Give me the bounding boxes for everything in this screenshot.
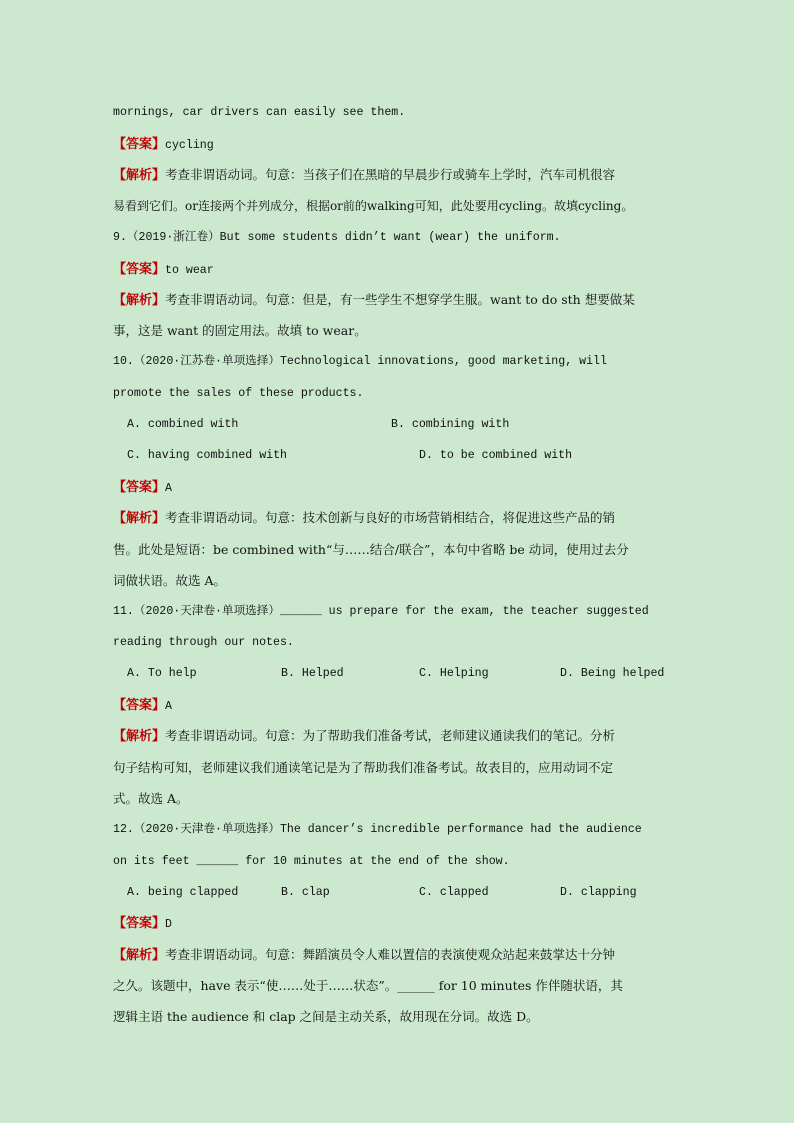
analysis-label: 【解析】 [113, 729, 166, 744]
analysis-text: 考查非谓语动词。句意：为了帮助我们准备考试，老师建议通读我们的笔记。分析 [165, 728, 616, 743]
option-b: B. clap [281, 886, 330, 899]
analysis-text: 考查非谓语动词。句意：当孩子们在黑暗的早晨步行或骑车上学时，汽车司机很容 [165, 167, 616, 182]
question-10: 10.（2020·江苏卷·单项选择）Technological innovations, good marketing, will [113, 355, 607, 368]
analysis-label: 【解析】 [113, 293, 166, 308]
answer-text: A [165, 482, 172, 495]
text-line: 词做状语。故选 A。 [113, 573, 227, 588]
option-a: A. being clapped [127, 886, 239, 899]
option-b: B. combining with [391, 418, 510, 431]
text-line: 逻辑主语 the audience 和 clap 之间是主动关系，故用现在分词。故选 D。 [113, 1009, 539, 1024]
answer-text: D [165, 918, 172, 931]
option-c: C. having combined with [127, 449, 288, 462]
option-d: D. clapping [560, 886, 637, 899]
text-line: 事，这是 want 的固定用法。故填 to wear。 [113, 323, 367, 338]
answer-label: 【答案】 [113, 480, 166, 495]
question-12-cont: on its feet ______ for 10 minutes at the end of the show. [113, 855, 510, 868]
option-d: D. Being helped [560, 667, 665, 680]
text-line: 式。故选 A。 [113, 791, 189, 806]
answer-text: A [165, 700, 172, 713]
answer-text: cycling [165, 139, 214, 152]
analysis-label: 【解析】 [113, 168, 166, 183]
answer-line [113, 136, 214, 154]
analysis-line [113, 728, 615, 745]
option-d: D. to be combined with [419, 449, 573, 462]
text-line: 之久。该题中，have 表示“使……处于……状态”。______ for 10 minutes 作伴随状语，其 [113, 978, 623, 993]
answer-line [113, 697, 172, 715]
analysis-line [113, 947, 615, 964]
question-11: 11.（2020·天津卷·单项选择）______ us prepare for the exam, the teacher suggested [113, 605, 649, 618]
answer-label: 【答案】 [113, 262, 166, 277]
answer-label: 【答案】 [113, 916, 166, 931]
answer-line [113, 261, 214, 279]
option-a: A. combined with [127, 418, 239, 431]
text-line: mornings, car drivers can easily see them. [113, 106, 406, 119]
analysis-text: 考查非谓语动词。句意：技术创新与良好的市场营销相结合，将促进这些产品的销 [165, 510, 616, 525]
analysis-line [113, 510, 615, 527]
question-11-cont: reading through our notes. [113, 636, 294, 649]
text-line: 易看到它们。or连接两个并列成分，根据or前的walking可知，此处要用cycling。故填cycling。 [113, 199, 634, 213]
question-9: 9.（2019·浙江卷）But some students didn’t want (wear) the uniform. [113, 231, 561, 244]
option-b: B. Helped [281, 667, 344, 680]
text-line: 句子结构可知，老师建议我们通读笔记是为了帮助我们准备考试。故表目的，应用动词不定 [113, 760, 614, 775]
option-c: C. clapped [419, 886, 489, 899]
answer-line [113, 915, 172, 933]
analysis-label: 【解析】 [113, 511, 166, 526]
answer-line [113, 479, 172, 497]
analysis-line [113, 167, 615, 184]
question-10-cont: promote the sales of these products. [113, 387, 364, 400]
question-12: 12.（2020·天津卷·单项选择）The dancer’s incredible performance had the audience [113, 823, 642, 836]
option-c: C. Helping [419, 667, 489, 680]
analysis-text: 考查非谓语动词。句意：但是，有一些学生不想穿学生服。want to do sth 想要做某 [165, 292, 635, 307]
option-a: A. To help [127, 667, 197, 680]
answer-text: to wear [165, 264, 214, 277]
answer-label: 【答案】 [113, 698, 166, 713]
text-line: 售。此处是短语：be combined with“与……结合/联合”，本句中省略 be 动词，使用过去分 [113, 542, 629, 557]
analysis-label: 【解析】 [113, 948, 166, 963]
analysis-text: 考查非谓语动词。句意：舞蹈演员令人难以置信的表演使观众站起来鼓掌达十分钟 [165, 947, 616, 962]
analysis-line [113, 292, 635, 309]
answer-label: 【答案】 [113, 137, 166, 152]
